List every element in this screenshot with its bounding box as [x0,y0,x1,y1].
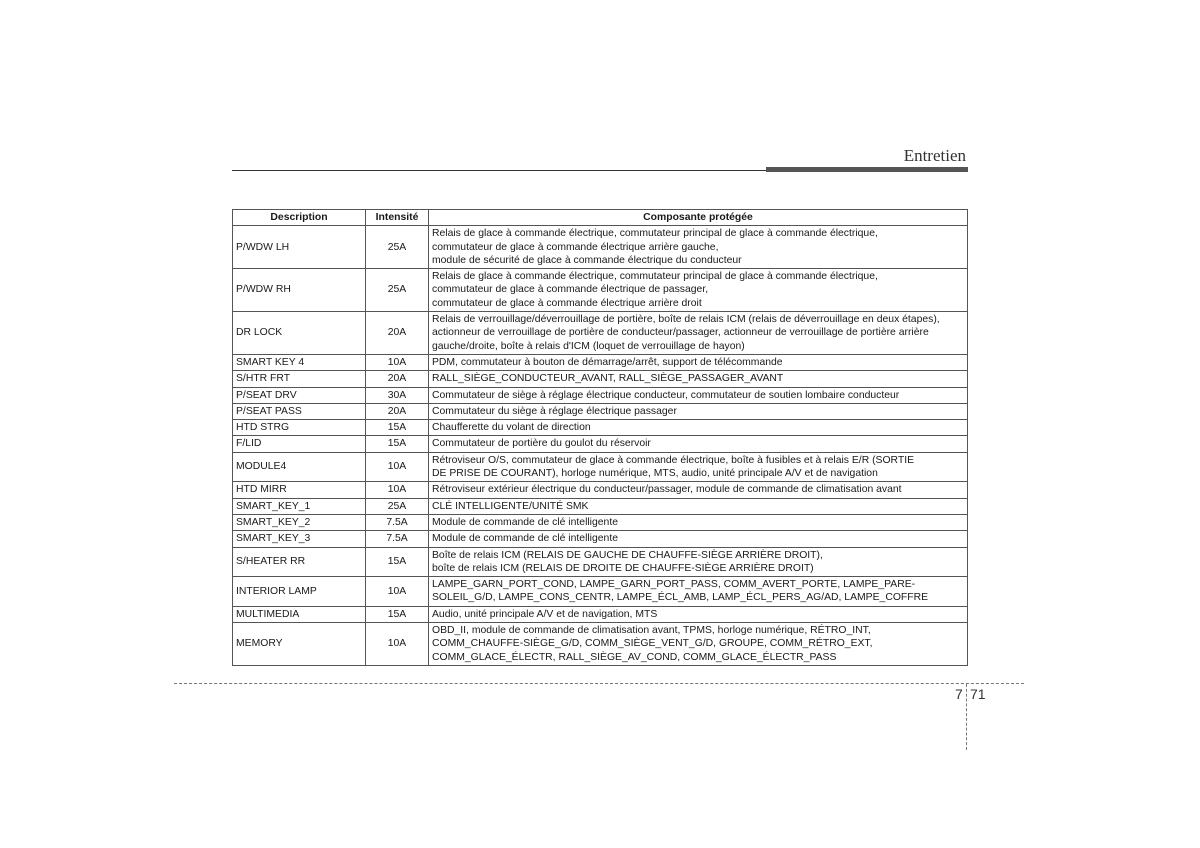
fuse-protected-component [429,226,968,269]
table-row [233,269,968,312]
fuse-protected-component [429,482,968,498]
fuse-table [232,209,968,666]
fuse-description: DR LOCK [233,312,366,355]
footer-rule [174,683,1024,684]
fuse-intensity: 25A [366,498,429,514]
fuse-protected-component [429,371,968,387]
table-row [233,226,968,269]
page-number: 71 [970,686,986,702]
component-line: RALL_SIÈGE_CONDUCTEUR_AVANT, RALL_SIÈGE_PASSAGER_AVANT [432,373,784,385]
component-line: Relais de glace à commande électrique, commutateur principal de glace à commande électrique, [432,271,878,283]
fuse-intensity: 10A [366,623,429,666]
fuse-intensity: 10A [366,452,429,482]
fuse-description: MEMORY [233,623,366,666]
fuse-description: F/LID [233,436,366,452]
fuse-description: SMART_KEY_2 [233,514,366,530]
table-row [233,403,968,419]
fuse-description: P/SEAT DRV [233,387,366,403]
fuse-intensity: 20A [366,371,429,387]
fuse-description: MODULE4 [233,452,366,482]
table-row [233,547,968,577]
chapter-number: 7 [955,686,963,702]
component-line: Module de commande de clé intelligente [432,516,618,528]
fuse-description: HTD STRG [233,420,366,436]
header-rule [232,170,768,171]
fuse-description: INTERIOR LAMP [233,577,366,607]
table-row [233,312,968,355]
component-line: CLÉ INTELLIGENTE/UNITÉ SMK [432,500,589,512]
component-line: COMM_CHAUFFE-SIÈGE_G/D, COMM_SIÈGE_VENT_G/D, GROUPE, COMM_RÉTRO_EXT, [432,638,873,650]
fuse-protected-component [429,403,968,419]
fuse-protected-component [429,436,968,452]
table-row [233,371,968,387]
component-line: Commutateur de siège à réglage électrique conducteur, commutateur de soutien lombaire conducteur [432,389,900,401]
component-line: Boîte de relais ICM (RELAIS DE GAUCHE DE CHAUFFE-SIÈGE ARRIÈRE DROIT), [432,549,823,561]
component-line: SOLEIL_G/D, LAMPE_CONS_CENTR, LAMPE_ÉCL_AMB, LAMP_ÉCL_PERS_AG/AD, LAMPE_COFFRE [432,592,929,604]
table-row [233,420,968,436]
component-line: Rétroviseur O/S, commutateur de glace à commande électrique, boîte à fusibles et à relais E/R (SORTIE [432,454,915,466]
table-row [233,623,968,666]
component-line: Relais de glace à commande électrique, commutateur principal de glace à commande électrique, [432,228,878,240]
fuse-protected-component [429,606,968,622]
component-line: Audio, unité principale A/V et de navigation, MTS [432,608,658,620]
fuse-protected-component [429,577,968,607]
footer-divider [966,684,967,750]
component-line: commutateur de glace à commande électrique arrière droit [432,297,702,309]
fuse-table-body [233,226,968,666]
component-line: Rétroviseur extérieur électrique du conducteur/passager, module de commande de climatisation avant [432,484,902,496]
component-line: Relais de verrouillage/déverrouillage de portière, boîte de relais ICM (relais de déverrouillage en deux étapes), [432,314,940,326]
fuse-description: SMART KEY 4 [233,354,366,370]
fuse-protected-component [429,354,968,370]
fuse-protected-component [429,420,968,436]
table-row [233,514,968,530]
column-header-intensity: Intensité [366,210,429,226]
fuse-protected-component [429,547,968,577]
fuse-intensity: 7.5A [366,531,429,547]
fuse-intensity: 7.5A [366,514,429,530]
fuse-protected-component [429,531,968,547]
fuse-intensity: 15A [366,436,429,452]
component-line: gauche/droite, boîte à relais d'ICM (loquet de verrouillage de hayon) [432,340,745,352]
fuse-description: HTD MIRR [233,482,366,498]
section-title: Entretien [903,146,966,165]
component-line: commutateur de glace à commande électrique de passager, [432,284,709,296]
column-header-description: Description [233,210,366,226]
fuse-intensity: 15A [366,606,429,622]
fuse-description: P/WDW LH [233,226,366,269]
fuse-description: S/HEATER RR [233,547,366,577]
component-line: Commutateur de portière du goulot du réservoir [432,438,651,450]
component-line: boîte de relais ICM (RELAIS DE DROITE DE CHAUFFE-SIÈGE ARRIÈRE DROIT) [432,562,814,574]
fuse-description: MULTIMEDIA [233,606,366,622]
fuse-intensity: 25A [366,269,429,312]
fuse-intensity: 10A [366,482,429,498]
fuse-intensity: 10A [366,354,429,370]
fuse-intensity: 25A [366,226,429,269]
fuse-protected-component [429,269,968,312]
fuse-protected-component [429,514,968,530]
fuse-description: P/WDW RH [233,269,366,312]
fuse-protected-component [429,498,968,514]
component-line: commutateur de glace à commande électrique arrière gauche, [432,241,719,253]
component-line: LAMPE_GARN_PORT_COND, LAMPE_GARN_PORT_PASS, COMM_AVERT_PORTE, LAMPE_PARE- [432,579,916,591]
component-line: DE PRISE DE COURANT), horloge numérique, MTS, audio, unité principale A/V et de navigation [432,468,878,480]
fuse-intensity: 30A [366,387,429,403]
component-line: Module de commande de clé intelligente [432,533,618,545]
fuse-description: SMART_KEY_1 [233,498,366,514]
fuse-intensity: 10A [366,577,429,607]
table-header-row [233,210,968,226]
table-row [233,436,968,452]
table-row [233,482,968,498]
fuse-intensity: 20A [366,403,429,419]
fuse-protected-component [429,623,968,666]
component-line: COMM_GLACE_ÉLECTR, RALL_SIÈGE_AV_COND, COMM_GLACE_ÉLECTR_PASS [432,651,837,663]
fuse-description: P/SEAT PASS [233,403,366,419]
fuse-intensity: 20A [366,312,429,355]
component-line: Chaufferette du volant de direction [432,422,591,434]
fuse-protected-component [429,387,968,403]
header-rule-accent [766,167,968,172]
component-line: module de sécurité de glace à commande électrique du conducteur [432,254,742,266]
fuse-protected-component [429,312,968,355]
fuse-description: S/HTR FRT [233,371,366,387]
component-line: OBD_II, module de commande de climatisation avant, TPMS, horloge numérique, RÉTRO_INT, [432,625,871,637]
table-row [233,606,968,622]
fuse-protected-component [429,452,968,482]
table-row [233,387,968,403]
column-header-protected-component: Composante protégée [429,210,968,226]
fuse-intensity: 15A [366,420,429,436]
component-line: Commutateur du siège à réglage électrique passager [432,405,677,417]
table-row [233,498,968,514]
component-line: actionneur de verrouillage de portière de conducteur/passager, actionneur de verrouillage de portière arrière [432,327,929,339]
table-row [233,354,968,370]
table-row [233,577,968,607]
fuse-description: SMART_KEY_3 [233,531,366,547]
component-line: PDM, commutateur à bouton de démarrage/arrêt, support de télécommande [432,356,783,368]
table-row [233,531,968,547]
table-row [233,452,968,482]
fuse-intensity: 15A [366,547,429,577]
